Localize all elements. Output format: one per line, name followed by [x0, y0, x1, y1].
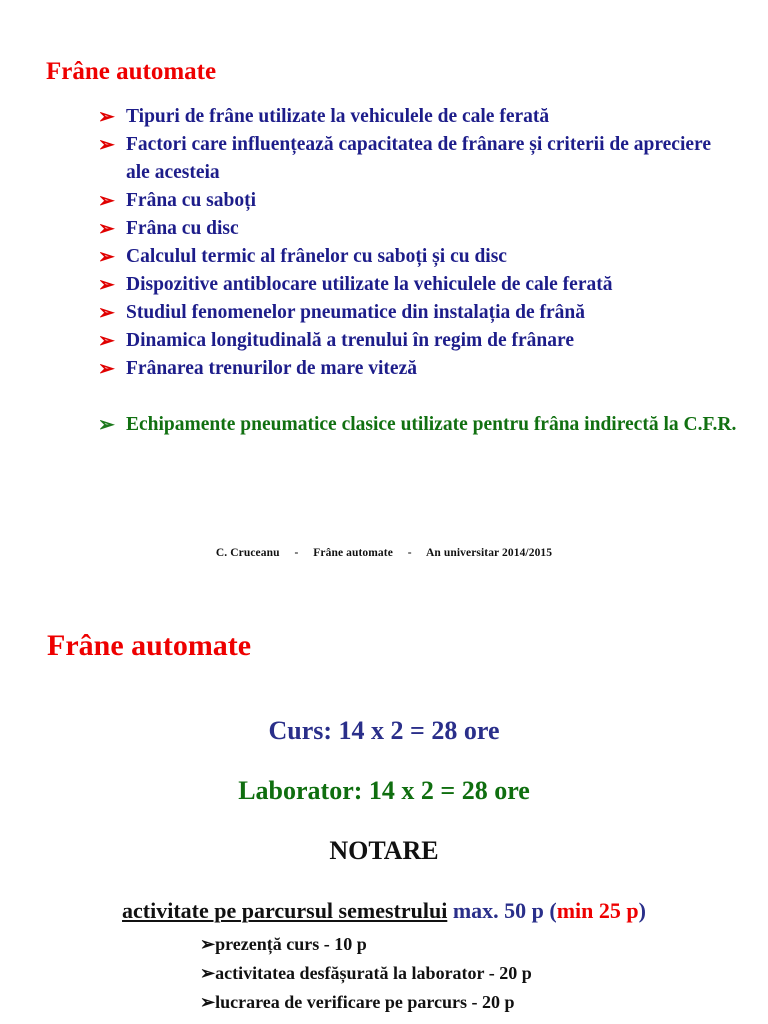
- course-hours: Curs: 14 x 2 = 28 ore: [268, 716, 500, 745]
- arrow-bullet-icon: ➢: [98, 218, 115, 240]
- list-item-text: Frâna cu saboți: [126, 190, 257, 211]
- arrow-bullet-icon: ➢: [200, 992, 216, 1012]
- list-item: [98, 103, 738, 131]
- grading-breakdown: [200, 930, 532, 1017]
- slide-footer: [0, 547, 768, 559]
- arrow-bullet-icon: ➢: [98, 134, 115, 156]
- list-item: [98, 355, 738, 383]
- arrow-bullet-icon: ➢: [98, 330, 115, 352]
- slide-title: Frâne automate: [46, 58, 217, 85]
- footer-author: C. Cruceanu: [215, 547, 280, 559]
- slide-title: Frâne automate: [47, 629, 252, 662]
- arrow-bullet-icon: ➢: [200, 963, 216, 983]
- list-item-text: Factori care influențează capacitatea de frânare și criterii de apreciere ale acesteia: [126, 134, 711, 183]
- list-item-text: Frânarea trenurilor de mare viteză: [126, 358, 417, 379]
- list-item: [98, 131, 738, 187]
- list-item: [98, 299, 738, 327]
- highlight-list-item: [98, 411, 738, 439]
- activity-min: min 25 p: [556, 898, 639, 923]
- arrow-bullet-icon: ➢: [98, 414, 115, 436]
- list-item: [98, 271, 738, 299]
- list-item-text: Dinamica longitudinală a trenului în regim de frânare: [126, 330, 574, 351]
- footer-course: Frâne automate: [313, 547, 393, 559]
- list-item: [98, 215, 738, 243]
- arrow-bullet-icon: ➢: [98, 274, 115, 296]
- arrow-bullet-icon: ➢: [98, 302, 115, 324]
- arrow-bullet-icon: ➢: [200, 934, 216, 954]
- footer-separator: -: [407, 547, 412, 559]
- list-item: [98, 187, 738, 215]
- list-item-text: Frâna cu disc: [126, 218, 239, 239]
- list-item-text: lucrarea de verificare pe parcurs - 20 p: [215, 992, 515, 1012]
- grading-heading: NOTARE: [329, 836, 439, 865]
- list-item: [200, 959, 532, 988]
- list-item-text: Dispozitive antiblocare utilizate la vehiculele de cale ferată: [126, 274, 613, 295]
- list-item-text: activitatea desfășurată la laborator - 20 p: [215, 963, 532, 983]
- activity-label: activitate pe parcursul semestrului: [122, 898, 448, 923]
- lab-hours: Laborator: 14 x 2 = 28 ore: [238, 776, 530, 805]
- arrow-bullet-icon: ➢: [98, 358, 115, 380]
- arrow-bullet-icon: ➢: [98, 190, 115, 212]
- paren-open: (: [549, 898, 557, 923]
- topic-list: [98, 103, 738, 439]
- list-item-text: Calculul termic al frânelor cu saboți și cu disc: [126, 246, 507, 267]
- list-item: [98, 243, 738, 271]
- activity-max: max. 50 p: [452, 898, 544, 923]
- footer-year: An universitar 2014/2015: [425, 547, 553, 559]
- footer-separator: -: [294, 547, 299, 559]
- arrow-bullet-icon: ➢: [98, 246, 115, 268]
- list-item: [98, 327, 738, 355]
- paren-close: ): [638, 898, 646, 923]
- list-item: [200, 930, 532, 959]
- highlight-item-text: Echipamente pneumatice clasice utilizate pentru frâna indirectă la C.F.R.: [126, 414, 737, 435]
- list-item-text: Studiul fenomenelor pneumatice din instalația de frână: [126, 302, 586, 323]
- arrow-bullet-icon: ➢: [98, 106, 115, 128]
- list-item: [200, 988, 532, 1017]
- list-item-text: prezență curs - 10 p: [215, 934, 367, 954]
- list-spacer: [98, 383, 738, 411]
- semester-activity: [0, 898, 768, 924]
- list-item-text: Tipuri de frâne utilizate la vehiculele de cale ferată: [126, 106, 550, 127]
